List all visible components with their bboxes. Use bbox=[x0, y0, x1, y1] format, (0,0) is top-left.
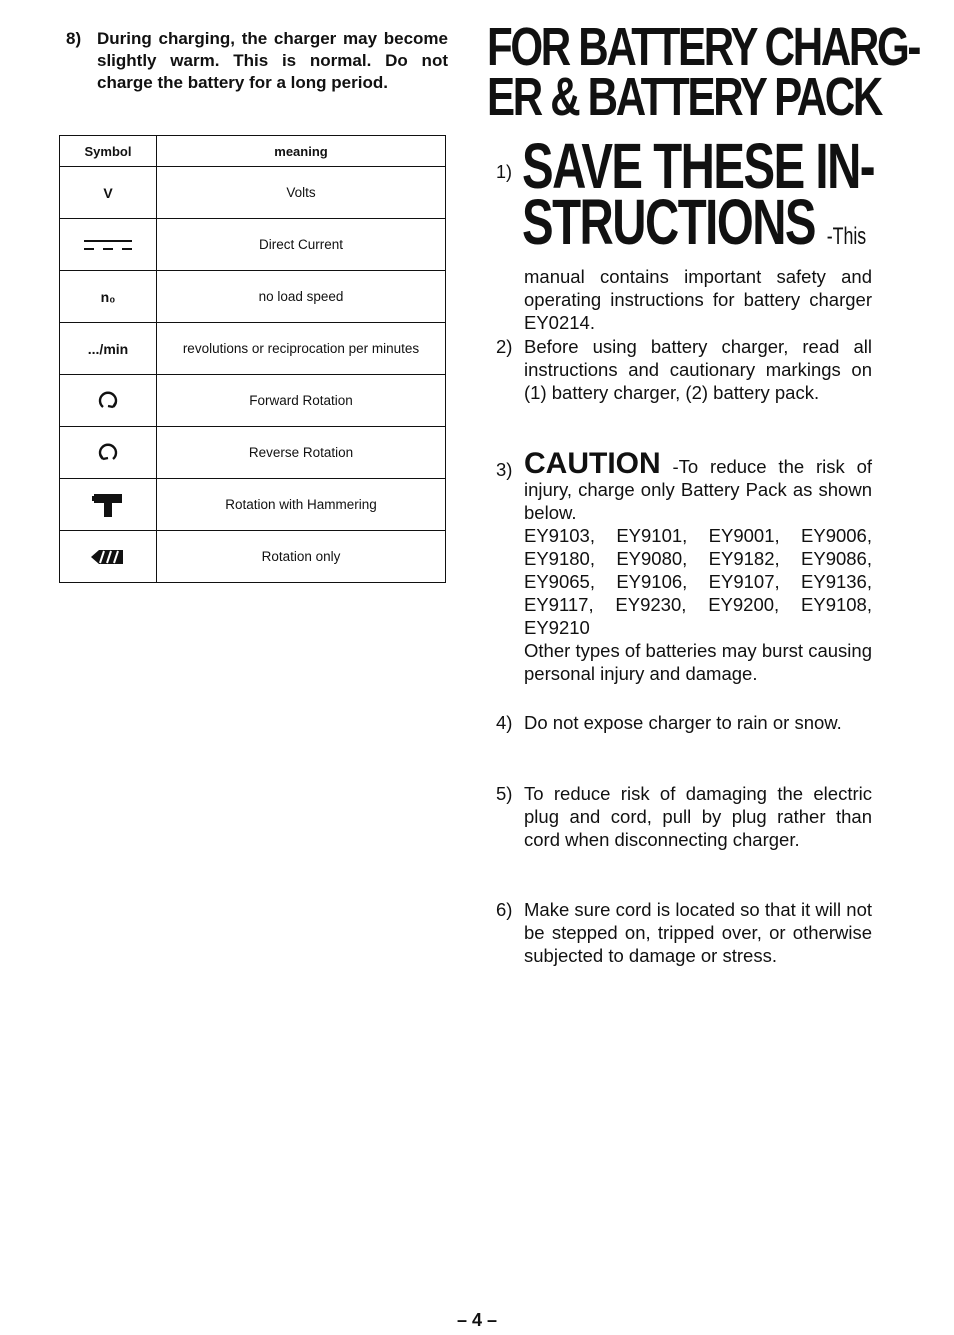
table-row bbox=[60, 323, 446, 375]
item-number: 3) bbox=[496, 459, 513, 480]
symbol-cell bbox=[60, 375, 157, 427]
direct-current-icon bbox=[80, 235, 136, 255]
table-row bbox=[60, 271, 446, 323]
section-title-line-2: ER & BATTERY PACK bbox=[487, 67, 881, 127]
instruction-item-8 bbox=[66, 28, 448, 94]
item-text: Before using battery charger, read all instructions and cautionary markings on (1) battery charger, (2) battery pack. bbox=[524, 336, 872, 403]
section-title bbox=[487, 17, 920, 127]
table-row bbox=[60, 375, 446, 427]
heading-line-1: SAVE THESE IN- bbox=[522, 130, 875, 202]
meaning-cell: Volts bbox=[157, 167, 446, 219]
symbol-cell bbox=[60, 427, 157, 479]
item-number: 1) bbox=[496, 162, 513, 182]
meaning-cell: revolutions or reciprocation per minutes bbox=[157, 323, 446, 375]
instruction-item-5 bbox=[496, 782, 872, 851]
heading-line-2: STRUCTIONS bbox=[522, 186, 816, 258]
item-text: Do not expose charger to rain or snow. bbox=[524, 712, 842, 733]
table-header-row bbox=[60, 136, 446, 167]
table-row bbox=[60, 167, 446, 219]
instruction-item-1 bbox=[496, 130, 875, 334]
item-text: Make sure cord is located so that it will not be stepped on, tripped over, or otherwise subjected to damage or stress. bbox=[524, 899, 872, 966]
section-title-line-1: FOR BATTERY CHARG- bbox=[487, 17, 920, 77]
symbol-cell: n₀ bbox=[60, 271, 157, 323]
symbol-cell bbox=[60, 479, 157, 531]
drill-bit-icon bbox=[89, 548, 127, 566]
symbol-table bbox=[59, 135, 446, 583]
meaning-cell: Forward Rotation bbox=[157, 375, 446, 427]
caution-warning: Other types of batteries may burst causing personal injury and damage. bbox=[524, 640, 872, 684]
item-number: 5) bbox=[496, 783, 513, 804]
symbol-cell bbox=[60, 531, 157, 583]
item-text: manual contains important safety and operating instructions for battery charger EY0214. bbox=[524, 266, 872, 333]
item-text bbox=[524, 447, 873, 685]
table-row bbox=[60, 479, 446, 531]
meaning-cell: Direct Current bbox=[157, 219, 446, 271]
reverse-rotation-icon bbox=[96, 441, 120, 465]
hammer-icon bbox=[91, 491, 125, 519]
item-text: To reduce risk of damaging the electric plug and cord, pull by plug rather than cord when disconnecting charger. bbox=[524, 783, 872, 850]
item-number: 8) bbox=[66, 29, 82, 48]
symbol-cell bbox=[60, 219, 157, 271]
symbol-cell: V bbox=[60, 167, 157, 219]
instruction-item-2 bbox=[496, 335, 872, 404]
meaning-cell: Rotation only bbox=[157, 531, 446, 583]
instruction-item-3 bbox=[496, 447, 873, 685]
header-meaning: meaning bbox=[157, 136, 446, 167]
save-instructions-heading bbox=[522, 130, 875, 265]
table-row bbox=[60, 219, 446, 271]
battery-model-list: EY9103, EY9101, EY9001, EY9006, EY9180, EY9080, EY9182, EY9086, EY9065, EY9106, EY9107, EY9136, EY9117, EY9230, EY9200, EY9108, EY9210 bbox=[524, 525, 872, 638]
item-number: 6) bbox=[496, 899, 513, 920]
item-number: 4) bbox=[496, 712, 513, 733]
heading-lead: -This bbox=[826, 223, 867, 250]
page-number: – 4 – bbox=[456, 1310, 498, 1330]
caution-label: CAUTION bbox=[524, 447, 661, 480]
item-number: 2) bbox=[496, 336, 513, 357]
instruction-item-4 bbox=[496, 711, 872, 734]
meaning-cell: Rotation with Hammering bbox=[157, 479, 446, 531]
forward-rotation-icon bbox=[96, 389, 120, 413]
meaning-cell: no load speed bbox=[157, 271, 446, 323]
meaning-cell: Reverse Rotation bbox=[157, 427, 446, 479]
table-row bbox=[60, 427, 446, 479]
header-symbol: Symbol bbox=[60, 136, 157, 167]
item-text: During charging, the charger may become slightly warm. This is normal. Do not charge the battery for a long period. bbox=[97, 29, 448, 92]
instruction-item-6 bbox=[496, 898, 872, 967]
caution-lead: -To reduce the risk of injury, charge only Battery Pack as shown below. bbox=[524, 456, 873, 523]
symbol-cell: .../min bbox=[60, 323, 157, 375]
table-row bbox=[60, 531, 446, 583]
